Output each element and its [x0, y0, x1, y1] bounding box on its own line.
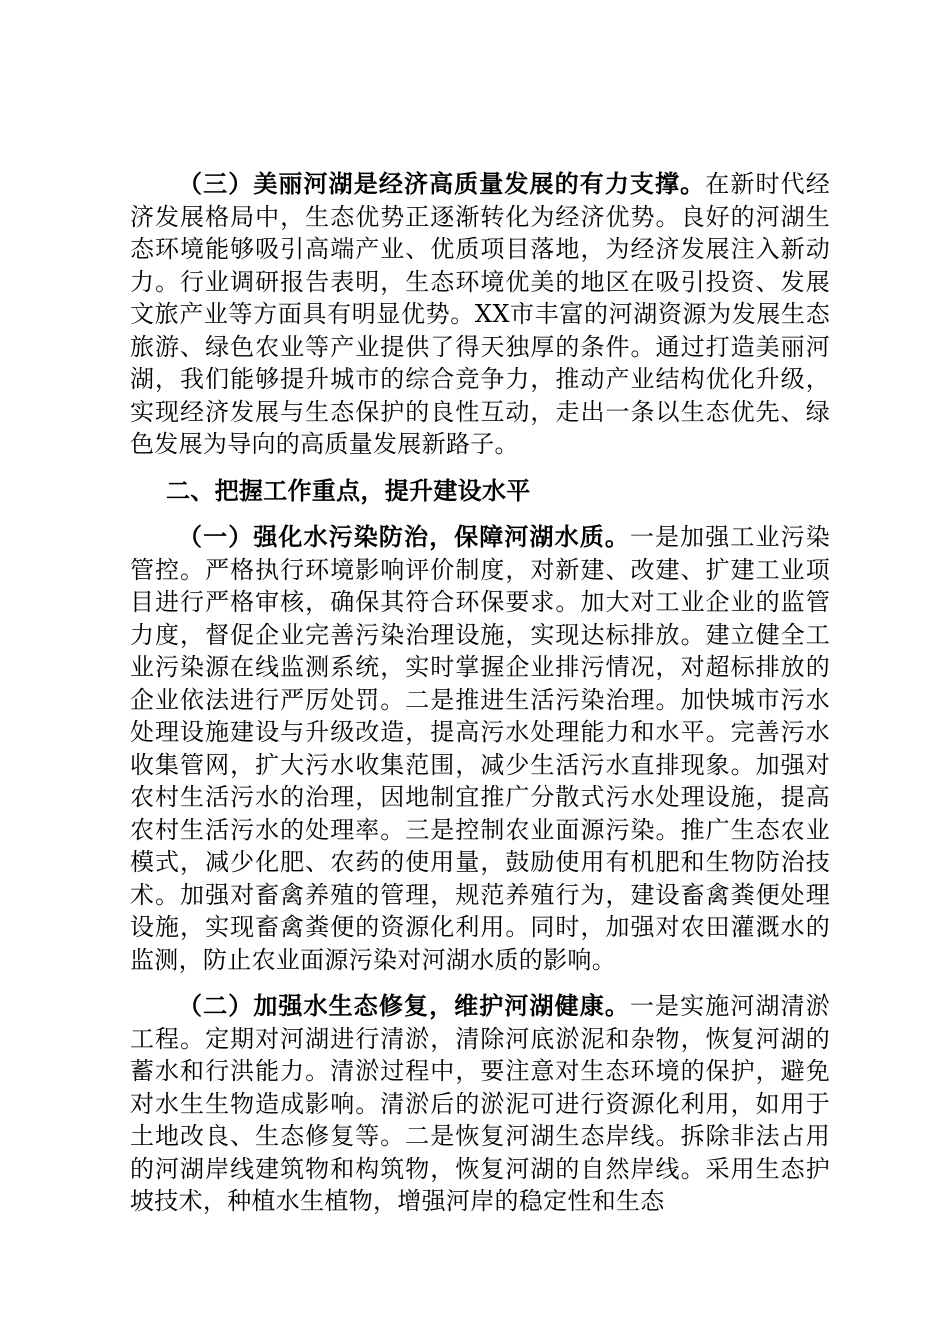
paragraph-lead: （一）强化水污染防治，保障河湖水质。 [178, 522, 630, 551]
paragraph-body: 在新时代经济发展格局中，生态优势正逐渐转化为经济优势。良好的河湖生态环境能够吸引高端产业、优质项目落地，为经济发展注入新动力。行业调研报告表明，生态环境优美的地区在吸引投资、发展文旅产业等方面具有明显优势。XX市丰富的河湖资源为发展生态旅游、绿色农业等产业提供了得天独厚的条件。通过打造美丽河湖，我们能够提升城市的综合竞争力，推动产业结构优化升级，实现经济发展与生态保护的良性互动，走出一条以生态优先、绿色发展为导向的高质量发展新路子。 [130, 170, 830, 458]
paragraph-lead: （三）美丽河湖是经济高质量发展的有力支撑。 [178, 169, 706, 198]
document-page [130, 168, 830, 1218]
section-heading: 二、把握工作重点，提升建设水平 [166, 475, 531, 505]
paragraph-body: 一是加强工业污染管控。严格执行环境影响评价制度，对新建、改建、扩建工业项目进行严格审核，确保其符合环保要求。加大对工业企业的监管力度，督促企业完善污染治理设施，实现达标排放。建立健全工业污染源在线监测系统，实时掌握企业排污情况，对超标排放的企业依法进行严厉处罚。二是推进生活污染治理。加快城市污水处理设施建设与升级改造，提高污水处理能力和水平。完善污水收集管网，扩大污水收集范围，减少生活污水直排现象。加强对农村生活污水的治理，因地制宜推广分散式污水处理设施，提高农村生活污水的处理率。三是控制农业面源污染。推广生态农业模式，减少化肥、农药的使用量，鼓励使用有机肥和生物防治技术。加强对畜禽养殖的管理，规范养殖行为，建设畜禽粪便处理设施，实现畜禽粪便的资源化利用。同时，加强对农田灌溉水的监测，防止农业面源污染对河湖水质的影响。 [130, 523, 830, 974]
paragraph-economic-support [130, 168, 830, 461]
paragraph-water-pollution [130, 521, 830, 976]
paragraph-ecological-restoration [130, 990, 830, 1218]
paragraph-body: 一是实施河湖清淤工程。定期对河湖进行清淤，清除河底淤泥和杂物，恢复河湖的蓄水和行洪能力。清淤过程中，要注意对生态环境的保护，避免对水生生物造成影响。清淤后的淤泥可进行资源化利用，如用于土地改良、生态修复等。二是恢复河湖生态岸线。拆除非法占用的河湖岸线建筑物和构筑物，恢复河湖的自然岸线。采用生态护坡技术，种植水生植物，增强河岸的稳定性和生态 [130, 992, 830, 1215]
paragraph-lead: （二）加强水生态修复，维护河湖健康。 [178, 991, 630, 1020]
